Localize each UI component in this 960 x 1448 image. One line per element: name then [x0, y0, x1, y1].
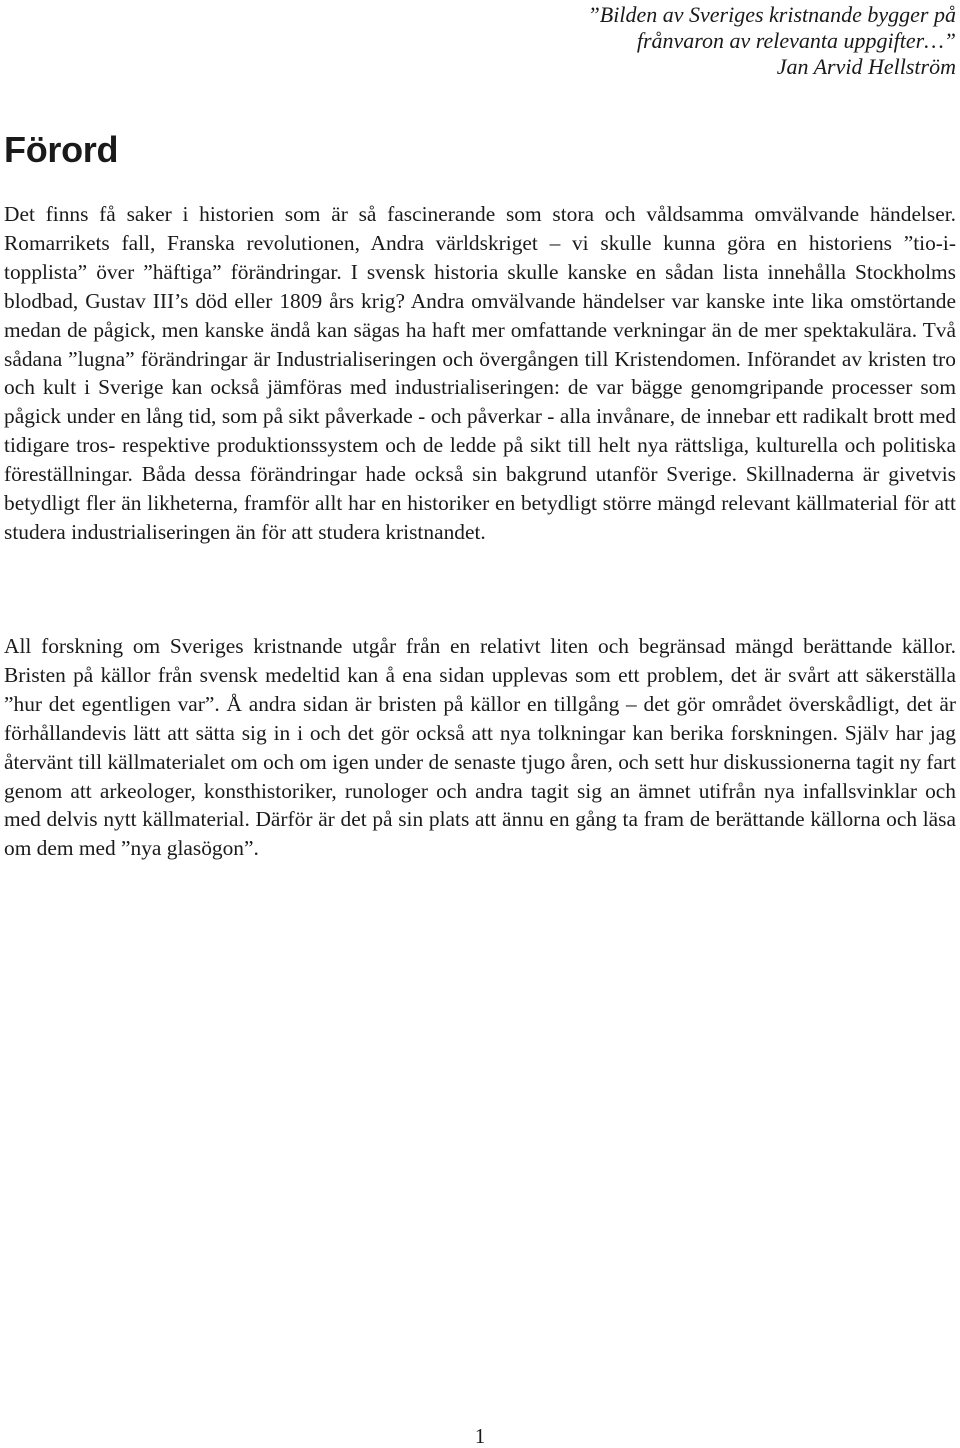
body-paragraph-2: All forskning om Sveriges kristnande utgår från en relativt liten och begränsad mängd berättande källor. Bristen på källor från svensk medeltid kan å ena sidan upplevas som ett problem, det är svårt att säkerställa ”hur det egentligen var”. Å andra sidan är bristen på källor en tillgång – det gör området överskådligt, det är förhållandevis lätt att sätta sig in i och det gör också att nya tolkningar kan berika forskningen. Själv har jag återvänt till källmaterialet om och om igen under de senaste tjugo åren, och sett hur diskussionerna tagit ny fart genom att arkeologer, konsthistoriker, runologer och andra tagit sig an ämnet utifrån nya infallsvinklar och med delvis nytt källmaterial. Därför är det på sin plats att ännu en gång ta fram de berättande källorna och läsa om dem med ”nya glasögon”.	[4, 634, 956, 861]
body-paragraph-1: Det finns få saker i historien som är så fascinerande som stora och våldsamma omvälvande händelser. Romarrikets fall, Franska revolutionen, Andra världskriget – vi skulle kunna göra en historiens ”tio-i-topplista” över ”häftiga” förändringar. I svensk historia skulle kanske en sådan lista innehålla Stockholms blodbad, Gustav III’s död eller 1809 års krig? Andra omvälvande händelser var kanske inte lika omstörtande medan de pågick, men kanske ändå kan sägas ha haft mer omfattande verkningar än de mer spektakulära. Två sådana ”lugna” förändringar är Industrialiseringen och övergången till Kristendomen. Införandet av kristen tro och kult i Sverige kan också jämföras med industrialiseringen: de var bägge genomgripande processer som pågick under en lång tid, som på sikt påverkade - och påverkar - alla invånare, de innebar ett radikalt brott med tidigare tros- respektive produktionssystem och de ledde på sikt till helt nya rättsliga, kulturella och politiska föreställningar. Båda dessa förändringar hade också sin bakgrund utanför Sverige. Skillnaderna är givetvis betydligt fler än likheterna, framför allt har en historiker en betydligt större mängd relevant källmaterial för att studera industrialiseringen än för att studera kristnandet.	[4, 202, 956, 544]
page-number	[0, 1424, 960, 1448]
epigraph-line-2: frånvaron av relevanta uppgifter…”	[636, 28, 956, 53]
page-title: Förord	[4, 129, 119, 170]
page-number-text: 1	[474, 1424, 486, 1448]
epigraph-author: Jan Arvid Hellström	[776, 54, 956, 79]
epigraph	[588, 2, 956, 80]
epigraph-line-1: ”Bilden av Sveriges kristnande bygger på	[587, 2, 956, 27]
